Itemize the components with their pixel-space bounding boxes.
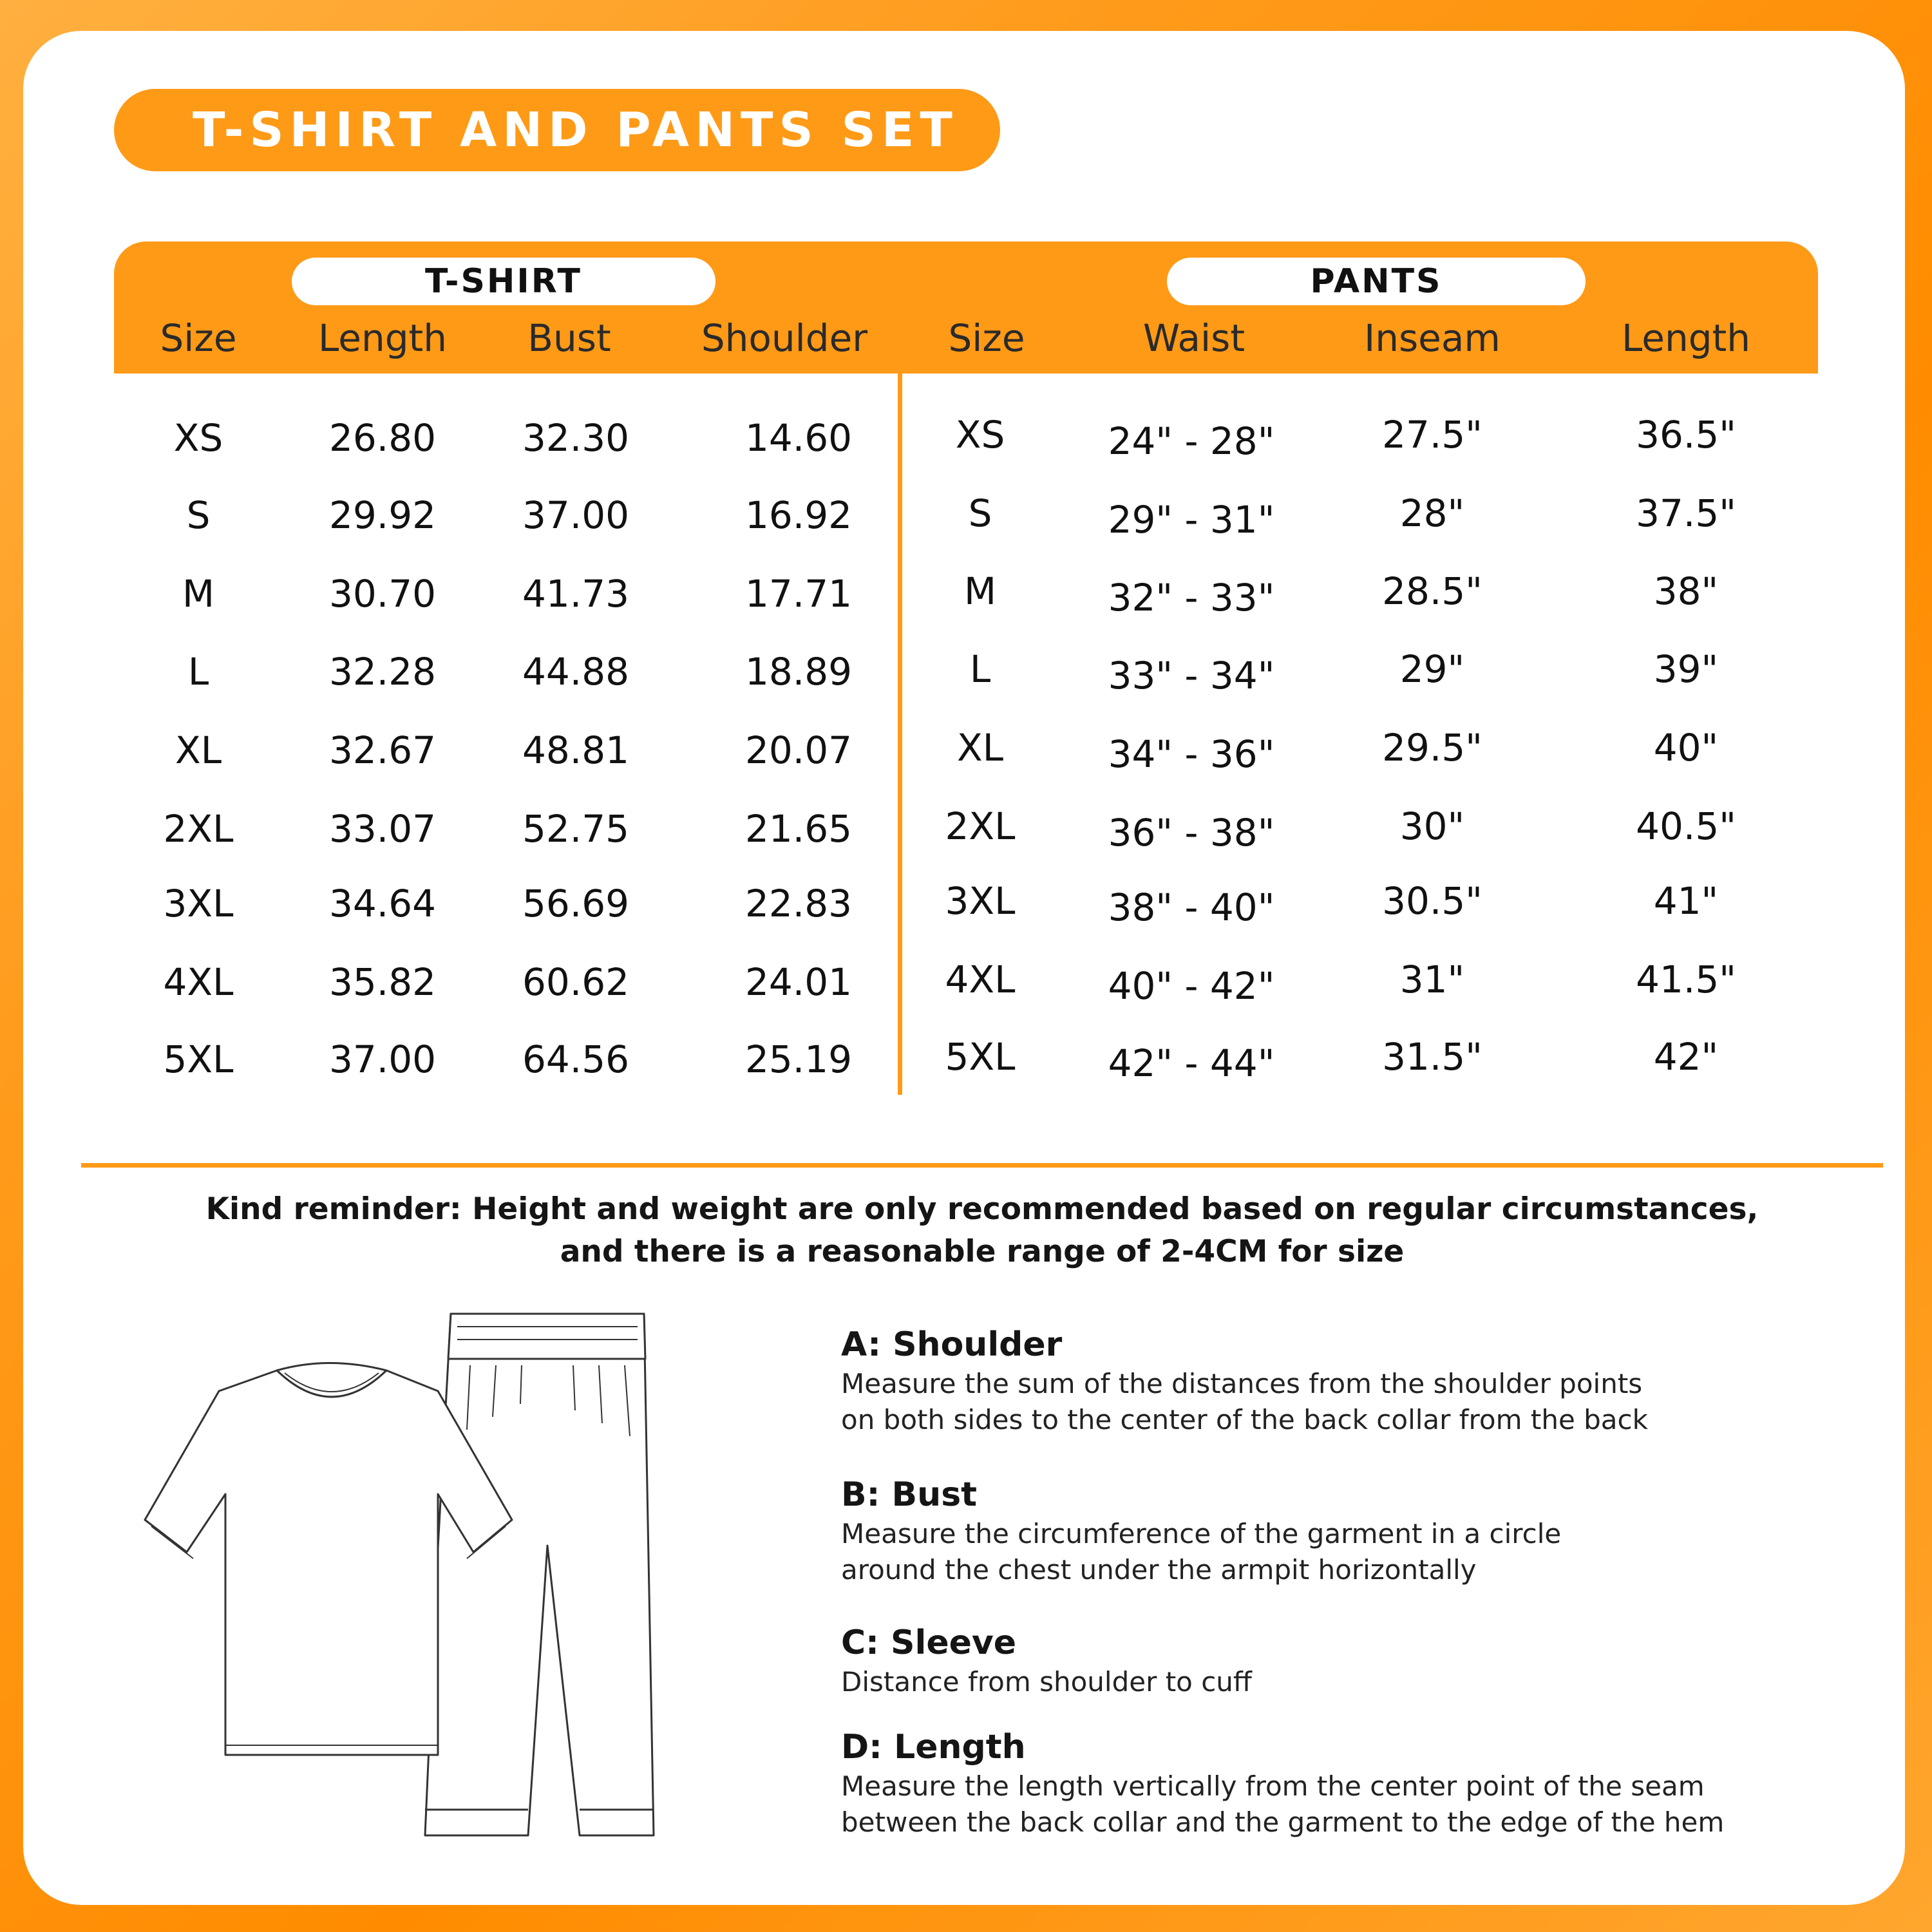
- tshirt-cell-c2: 60.62: [522, 960, 630, 1004]
- pants-cell-c3: 42": [1653, 1035, 1719, 1079]
- tshirt-cell-c3: 22.83: [744, 882, 853, 925]
- pants-cell-c2: 31": [1399, 958, 1465, 1001]
- definition-text: Measure the length vertically from the center point of the seam: [841, 1770, 1705, 1802]
- definition-bust: [841, 1473, 1846, 1588]
- pants-cell-c2: 29.5": [1382, 726, 1482, 770]
- tshirt-cell-size: XL: [175, 728, 222, 772]
- pants-cell-c1: 38" - 40": [1108, 886, 1275, 929]
- tshirt-cell-c1: 32.28: [328, 650, 437, 694]
- pants-cell-size: 3XL: [945, 879, 1016, 923]
- pants-group-label: PANTS: [1167, 258, 1586, 305]
- tshirt-cell-c2: 32.30: [522, 416, 630, 460]
- pants-cell-c2: 28": [1399, 491, 1465, 535]
- tshirt-cell-c3: 21.65: [744, 807, 853, 851]
- tshirt-cell-c3: 25.19: [744, 1037, 853, 1081]
- pants-cell-c1: 42" - 44": [1108, 1041, 1275, 1085]
- tshirt-group-label: T-SHIRT: [292, 258, 715, 305]
- definition-title: D: Length: [841, 1728, 1026, 1766]
- pants-header-inseam: Inseam: [1364, 316, 1501, 360]
- tshirt-cell-c2: 37.00: [522, 493, 630, 537]
- tshirt-header-shoulder: Shoulder: [701, 316, 868, 360]
- pants-cell-size: M: [963, 569, 997, 613]
- definition-shoulder: [841, 1323, 1846, 1438]
- section-divider: [81, 1163, 1883, 1168]
- tshirt-cell-c2: 52.75: [522, 807, 630, 851]
- pants-cell-size: S: [968, 491, 992, 535]
- pants-header-waist: Waist: [1142, 316, 1245, 360]
- pants-cell-c3: 39": [1653, 647, 1719, 691]
- reminder-line-2: and there is a reasonable range of 2-4CM for size: [560, 1234, 1405, 1269]
- pants-cell-c2: 27.5": [1382, 413, 1482, 457]
- tshirt-cell-size: S: [186, 493, 211, 537]
- reminder-line-1: Kind reminder: Height and weight are only recommended based on regular circumstances,: [205, 1191, 1759, 1227]
- pants-cell-size: 4XL: [945, 958, 1016, 1001]
- tshirt-header-size: Size: [160, 316, 237, 360]
- definition-text: Measure the sum of the distances from the shoulder points: [841, 1368, 1643, 1399]
- tshirt-cell-c2: 64.56: [522, 1037, 630, 1081]
- definition-text: around the chest under the armpit horizontally: [841, 1554, 1477, 1586]
- tshirt-cell-c1: 35.82: [328, 960, 437, 1004]
- pants-cell-c2: 29": [1399, 647, 1465, 691]
- definition-sleeve: [841, 1622, 1846, 1700]
- pants-cell-c1: 24" - 28": [1108, 419, 1275, 463]
- pants-outline-icon: [425, 1314, 654, 1835]
- pants-cell-c1: 36" - 38": [1108, 811, 1275, 855]
- definition-title: B: Bust: [841, 1475, 977, 1514]
- tshirt-cell-size: 5XL: [163, 1037, 234, 1081]
- garment-illustration: [135, 1301, 702, 1842]
- pants-cell-size: L: [969, 647, 991, 691]
- tshirt-cell-c3: 14.60: [744, 416, 853, 460]
- pants-cell-c2: 30.5": [1382, 879, 1482, 923]
- tshirt-cell-c1: 33.07: [328, 807, 437, 851]
- tshirt-header-bust: Bust: [527, 316, 611, 360]
- tshirt-cell-c1: 37.00: [328, 1037, 437, 1081]
- tshirt-cell-c1: 32.67: [328, 728, 437, 772]
- pants-cell-c2: 30": [1399, 804, 1465, 848]
- tshirt-cell-size: 2XL: [163, 807, 234, 851]
- pants-cell-c3: 41.5": [1636, 958, 1736, 1001]
- pants-cell-c3: 37.5": [1636, 491, 1736, 535]
- table-column-divider: [898, 374, 902, 1095]
- definition-title: C: Sleeve: [841, 1624, 1017, 1662]
- pants-cell-c3: 41": [1653, 879, 1719, 923]
- tshirt-cell-size: XS: [173, 416, 223, 460]
- tshirt-cell-c3: 17.71: [744, 572, 853, 616]
- tshirt-cell-c1: 26.80: [328, 416, 437, 460]
- pants-cell-c2: 28.5": [1382, 569, 1482, 613]
- tshirt-cell-size: 3XL: [163, 882, 234, 925]
- tshirt-header-length: Length: [317, 316, 448, 360]
- tshirt-cell-c3: 24.01: [744, 960, 853, 1004]
- tshirt-cell-size: 4XL: [163, 960, 234, 1004]
- pants-cell-c3: 36.5": [1636, 413, 1736, 457]
- tshirt-cell-c2: 48.81: [522, 728, 630, 772]
- tshirt-cell-size: L: [187, 650, 209, 694]
- tshirt-cell-c3: 16.92: [744, 493, 853, 537]
- tshirt-cell-c1: 30.70: [328, 572, 437, 616]
- tshirt-cell-size: M: [182, 572, 215, 616]
- pants-cell-size: 2XL: [945, 804, 1016, 848]
- pants-cell-c1: 32" - 33": [1108, 576, 1275, 620]
- tshirt-cell-c1: 29.92: [328, 493, 437, 537]
- pants-cell-c1: 29" - 31": [1108, 498, 1275, 542]
- definition-title: A: Shoulder: [841, 1325, 1063, 1364]
- pants-header-size: Size: [948, 316, 1025, 360]
- tshirt-cell-c3: 18.89: [744, 650, 853, 694]
- pants-cell-c1: 33" - 34": [1108, 654, 1275, 697]
- pants-cell-c1: 40" - 42": [1108, 964, 1275, 1008]
- pants-cell-size: XL: [956, 726, 1004, 770]
- pants-cell-c3: 38": [1653, 569, 1719, 613]
- tshirt-cell-c2: 44.88: [522, 650, 630, 694]
- pants-cell-size: XS: [955, 413, 1005, 457]
- pants-cell-c3: 40.5": [1636, 804, 1736, 848]
- tshirt-cell-c1: 34.64: [328, 882, 437, 925]
- kind-reminder: [81, 1188, 1883, 1273]
- tshirt-cell-c3: 20.07: [744, 728, 853, 772]
- definition-text: between the back collar and the garment to the edge of the hem: [841, 1806, 1725, 1838]
- pants-cell-size: 5XL: [945, 1035, 1016, 1079]
- tshirt-cell-c2: 41.73: [522, 572, 630, 616]
- pants-header-length: Length: [1621, 316, 1751, 360]
- pants-cell-c3: 40": [1653, 726, 1719, 770]
- definition-text: Measure the circumference of the garment in a circle: [841, 1518, 1562, 1549]
- tshirt-cell-c2: 56.69: [522, 882, 630, 925]
- page-title: T-SHIRT AND PANTS SET: [114, 89, 1000, 171]
- pants-cell-c2: 31.5": [1382, 1035, 1482, 1079]
- definition-length: [841, 1726, 1846, 1841]
- definition-text: on both sides to the center of the back collar from the back: [841, 1404, 1648, 1435]
- definition-text: Distance from shoulder to cuff: [841, 1666, 1252, 1698]
- pants-cell-c1: 34" - 36": [1108, 732, 1275, 776]
